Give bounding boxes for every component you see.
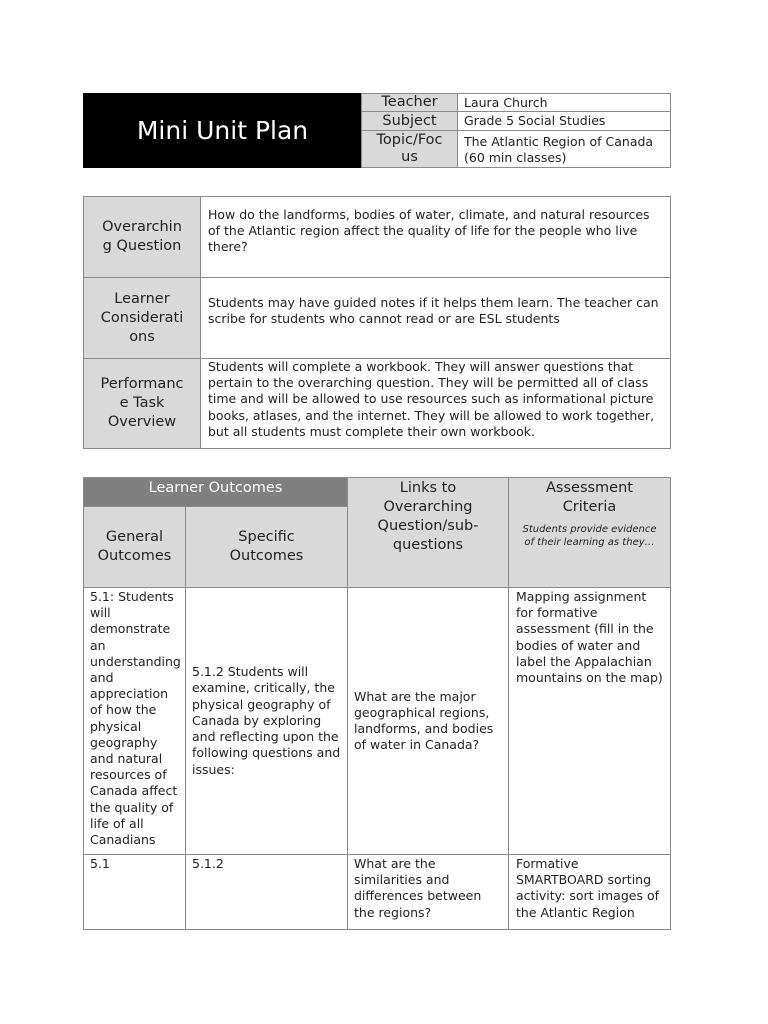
learner-considerations-text: Students may have guided notes if it helps them learn. The teacher can scribe for students who cannot read or are ESL students	[208, 295, 659, 327]
specific-outcome-text: 5.1.2 Students will examine, critically, the physical geography of Canada by exploring and reflecting upon the following questions and issues:	[192, 664, 341, 777]
table-row-1-links	[347, 587, 509, 855]
teacher-value: Laura Church	[464, 95, 548, 110]
learner-considerations-label-line: Considerati	[100, 309, 184, 326]
topic-value-line: (60 min classes)	[464, 150, 567, 165]
subject-value-cell	[457, 111, 671, 131]
assessment-header	[508, 477, 671, 588]
subject-label: Subject	[382, 112, 437, 129]
performance-task-label-line: Overview	[107, 414, 177, 430]
table-row-2-links	[347, 854, 509, 930]
specific-outcomes-header-line: Outcomes	[229, 548, 304, 564]
overarching-question-text-cell	[200, 196, 671, 278]
general-outcome-text: 5.1	[90, 856, 110, 871]
performance-task-label-line: Performanc	[100, 376, 184, 392]
specific-outcomes-header	[185, 506, 348, 588]
topic-value-line: The Atlantic Region of Canada	[464, 134, 654, 149]
general-outcomes-header-line: General	[105, 529, 164, 545]
table-row-1-general	[83, 587, 186, 855]
table-row-1-assessment	[508, 587, 671, 855]
overarching-question-text: How do the landforms, bodies of water, climate, and natural resources of the Atlantic region affect the quality of life for the people who live there?	[208, 207, 650, 255]
specific-outcome-text: 5.1.2	[192, 856, 224, 871]
links-header-line: Overarching	[383, 499, 473, 515]
performance-task-text: Students will complete a workbook. They will answer questions that pertain to the overarching question. They will be permitted all of class time and will be allowed to use resources such as informational picture books, atlases, and the internet. They will be allowed to work together, but all students must complete their own workbook.	[208, 359, 655, 439]
performance-task-label-cell	[83, 358, 201, 449]
links-text: What are the similarities and differences between the regions?	[354, 856, 482, 920]
table-row-2-specific	[185, 854, 348, 930]
links-header-line: Question/sub-	[377, 518, 479, 534]
topic-label-line: us	[401, 149, 418, 165]
links-header-line: questions	[392, 537, 464, 553]
title-banner	[83, 93, 362, 168]
overarching-question-label-cell	[83, 196, 201, 278]
assessment-note-line: of their learning as they…	[524, 537, 655, 548]
learner-considerations-label-cell	[83, 277, 201, 359]
performance-task-label-line: e Task	[119, 395, 165, 411]
table-row-2-general	[83, 854, 186, 930]
table-row-2-assessment	[508, 854, 671, 930]
assessment-text: Formative SMARTBOARD sorting activity: sort images of the Atlantic Region	[516, 856, 659, 920]
links-text: What are the major geographical regions, landforms, and bodies of water in Canada?	[354, 688, 494, 753]
assessment-text: Mapping assignment for formative assessment (fill in the bodies of water and label the Appalachian mountains on the map)	[516, 589, 663, 686]
overarching-question-label-line: Overarchin	[102, 219, 182, 235]
overarching-question-label-line: g Question	[102, 238, 182, 254]
learner-outcomes-header-text: Learner Outcomes	[148, 480, 283, 496]
learner-considerations-label-line: ons	[129, 328, 155, 345]
learner-considerations-label-line: Learner	[114, 290, 170, 307]
page-title: Mini Unit Plan	[136, 116, 309, 145]
teacher-label-cell	[361, 93, 458, 112]
general-outcome-text: 5.1: Students will demonstrate an understanding and appreciation of how the physical geography and natural resources of Canada affect the quality of life of all Canadians	[90, 589, 181, 848]
assessment-note-line: Students provide evidence	[522, 524, 657, 535]
subject-label-cell	[361, 111, 458, 131]
general-outcomes-header-line: Outcomes	[97, 548, 172, 564]
assessment-note	[522, 523, 656, 549]
general-outcomes-header	[83, 506, 186, 588]
assessment-header-line: Criteria	[562, 499, 617, 515]
table-row-1-specific	[185, 587, 348, 855]
teacher-label: Teacher	[381, 94, 438, 110]
learner-outcomes-header	[83, 477, 348, 507]
topic-value-cell	[457, 130, 671, 168]
assessment-header-line: Assessment	[546, 480, 633, 496]
topic-label-cell	[361, 130, 458, 168]
learner-considerations-text-cell	[200, 277, 671, 359]
links-header-line: Links to	[399, 480, 457, 496]
specific-outcomes-header-line: Specific	[238, 529, 295, 545]
topic-label-line: Topic/Foc	[376, 132, 443, 148]
teacher-value-cell	[457, 93, 671, 112]
performance-task-text-cell	[200, 358, 671, 449]
subject-value: Grade 5 Social Studies	[464, 113, 606, 128]
links-header	[347, 477, 509, 588]
